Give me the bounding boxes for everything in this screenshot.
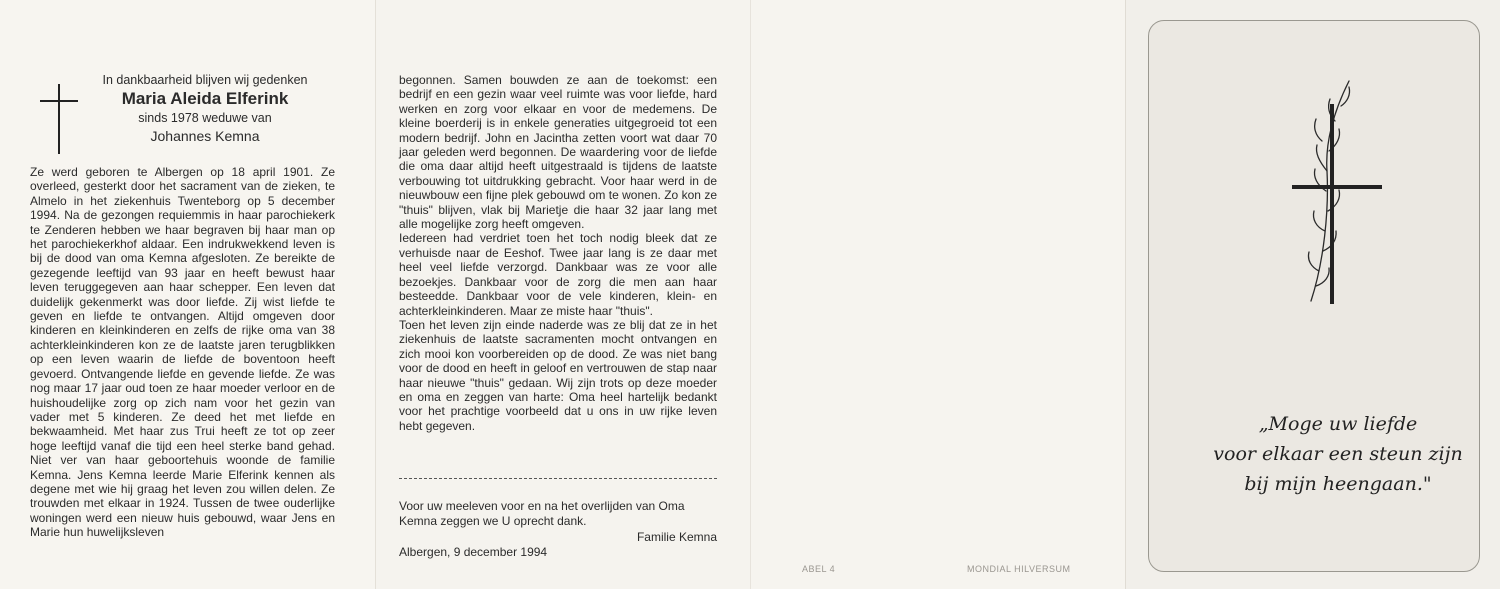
print-code: ABEL 4: [802, 564, 836, 574]
panel-cover: [1125, 0, 1500, 589]
panel-back: [750, 0, 1126, 589]
quote-line-2: voor elkaar een steun zijn: [1213, 443, 1463, 465]
husband-name: Johannes Kemna: [150, 128, 260, 144]
biography-paragraph-4: Toen het leven zijn einde naderde was ze blij dat ze in het ziekenhuis de laatste sacramenten mocht ontvangen en zich mooi kon voorbereiden op de dood. Ze was niet bang voor de dood en heeft in geloof en vertrouwen de stap naar haar nieuwe "thuis" gedaan. Wij zijn trots op deze moeder en oma en zeggen van harte: Oma heel hartelijk bedankt voor het prachtige voorbeeld dat u ons in uw rijke leven hebt gegeven.: [399, 317, 717, 433]
cover-quote: [1169, 409, 1500, 499]
quote-line-3: bij mijn heengaan.": [1244, 473, 1432, 495]
cross-with-laurel-icon: [1289, 61, 1399, 351]
panel-biography-end: [375, 0, 751, 589]
thanks-text: Voor uw meeleven voor en na het overlijden van Oma Kemna zeggen we U oprecht dank.: [399, 499, 685, 528]
panel-biography-start: [0, 0, 375, 589]
latin-cross-icon: [40, 84, 80, 154]
biography-paragraph-2: begonnen. Samen bouwden ze aan de toekomst: een bedrijf en een gezin waar veel ruimte was voor liefde, hard werken en zorg voor elkaar en voor de medemens. De kleine boerderij is in enkele generaties uitgegroeid tot een modern bedrijf. John en Jacintha zetten voort wat daar 70 jaar geleden werd begonnen. De waardering voor de liefde die oma daar altijd heeft uitgestraald is tijdens de laatste verbouwing tot uitdrukking gebracht. Voor haar werd in de nieuwbouw een fijne plek gebouwd om te wonen. Zo kon ze "thuis" blijven, vlak bij Marietje die haar 32 jaar lang met alle mogelijke zorg heeft omgeven.: [399, 73, 717, 232]
biography-paragraph-1: Ze werd geboren te Albergen op 18 april 1901. Ze overleed, gesterkt door het sacrament van de zieken, te Almelo in het ziekenhuis Twenteborg op 5 december 1994. Na de gezongen requiemmis in haar parochiekerk te Zenderen hebben we haar begraven bij haar man op het parochiekerkhof aldaar. Een indrukwekkend leven is bij de dood van oma Kemna afgesloten. Ze bereikte de gezegende leeftijd van 93 jaar en heeft bewust haar leven teruggegeven aan haar schepper. Een leven dat duidelijk gekenmerkt was door liefde. Zij wist liefde te geven en liefde te ontvangen. Altijd omgeven door kinderen en kleinkinderen en zelfs de rijke oma van 38 achterkleinkinderen kon ze de laatste jaren terugblikken op een leven waarin de liefde de boventoon heeft gevoerd. Ontvangende liefde en gevende liefde. Ze was nog maar 17 jaar oud toen ze haar moeder verloor en de huishoudelijke zorg op zich nam voor het gezin van vader met 5 kinderen. Ze deed het met liefde en bekwaamheid. Met haar zus Trui heeft ze tot op zeer hoge leeftijd vanaf die tijd een heel sterke band gehad. Niet ver van haar geboortehuis woonde de familie Kemna. Jens Kemna leerde Marie Elferink kennen als degene met wie hij graag het leven zou willen delen. Ze trouwden met elkaar in 1924. Tussen de twee ouderlijke woningen werd een nieuw huis gebouwd, waar Jens en Marie hun huwelijksleven: [30, 165, 335, 540]
quote-line-1: „Moge uw liefde: [1258, 413, 1418, 435]
dashed-divider: [399, 478, 717, 479]
deceased-name: Maria Aleida Elferink: [121, 89, 289, 108]
intro-text: In dankbaarheid blijven wij gedenken: [102, 73, 308, 87]
biography-paragraph-3: Iedereen had verdriet toen het toch nodig bleek dat ze verhuisde naar de Eeshof. Twee jaar lang is ze daar met heel veel liefde verzorgd. Dankbaar was ze voor alle bezoekjes. Dankbaar voor de zorg die men aan haar besteedde. Dankbaar voor de vele kinderen, klein- en achterkleinkinderen. Maar ze miste haar "thuis".: [399, 231, 717, 318]
biography-continued: [399, 73, 717, 433]
cover-frame: [1148, 20, 1480, 572]
place-date: Albergen, 9 december 1994: [399, 545, 548, 559]
family-signature: Familie Kemna: [636, 530, 717, 544]
printer-name: MONDIAL HILVERSUM: [967, 564, 1071, 574]
card-header: [80, 72, 330, 145]
widow-since: sinds 1978 weduwe van: [138, 111, 272, 125]
